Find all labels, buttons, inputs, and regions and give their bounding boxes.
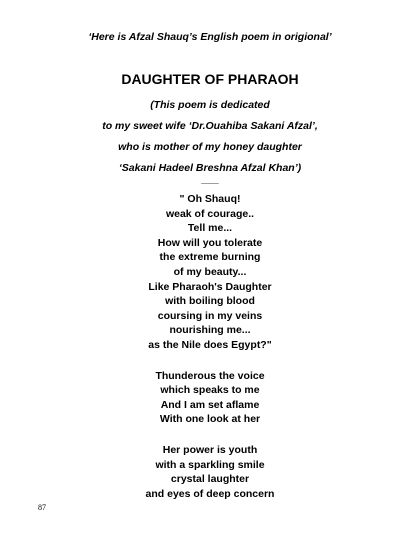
poem-line: weak of courage.. — [165, 207, 255, 220]
poem-title: DAUGHTER OF PHARAOH — [121, 71, 299, 87]
dedication-line: ‘Sakani Hadeel Breshna Afzal Khan’) — [118, 162, 302, 174]
poem-line: And I am set aflame — [160, 398, 260, 411]
intro-line: ‘Here is Afzal Shauq’s English poem in origional’ — [88, 31, 332, 43]
poem-line: Like Pharaoh's Daughter — [148, 280, 272, 293]
poem-line: coursing in my veins — [157, 309, 263, 322]
poem-line: How will you tolerate — [157, 236, 263, 249]
poem-line: crystal laughter — [170, 473, 250, 486]
poem-line: and eyes of deep concern — [145, 487, 275, 500]
poem-line: with a sparkling smile — [155, 458, 265, 471]
poem-line: Her power is youth — [162, 443, 258, 456]
poem-line: nourishing me... — [169, 324, 251, 337]
poem-line: which speaks to me — [160, 384, 260, 397]
stanza-1 — [0, 192, 420, 353]
page-number: 87 — [38, 503, 46, 512]
poem-line: Thunderous the voice — [155, 369, 265, 382]
poem-line: with boiling blood — [165, 295, 255, 308]
dedication-line: to my sweet wife ‘Dr.Ouahiba Sakani Afzal’, — [102, 120, 318, 132]
poem-body — [0, 192, 420, 517]
poem-line: the extreme burning — [159, 251, 261, 264]
poem-line: With one look at her — [159, 413, 261, 426]
dedication-line: who is mother of my honey daughter — [118, 141, 302, 153]
stanza-3 — [0, 443, 420, 501]
poem-line: Tell me... — [187, 222, 233, 235]
separator-line: ___ — [201, 173, 219, 185]
poem-line: as the Nile does Egypt?" — [148, 338, 272, 351]
stanza-2 — [0, 369, 420, 427]
dedication-line: (This poem is dedicated — [150, 99, 270, 111]
poem-line: of my beauty... — [173, 265, 247, 278]
dedication-block — [0, 95, 420, 179]
poem-line: " Oh Shauq! — [179, 193, 241, 205]
